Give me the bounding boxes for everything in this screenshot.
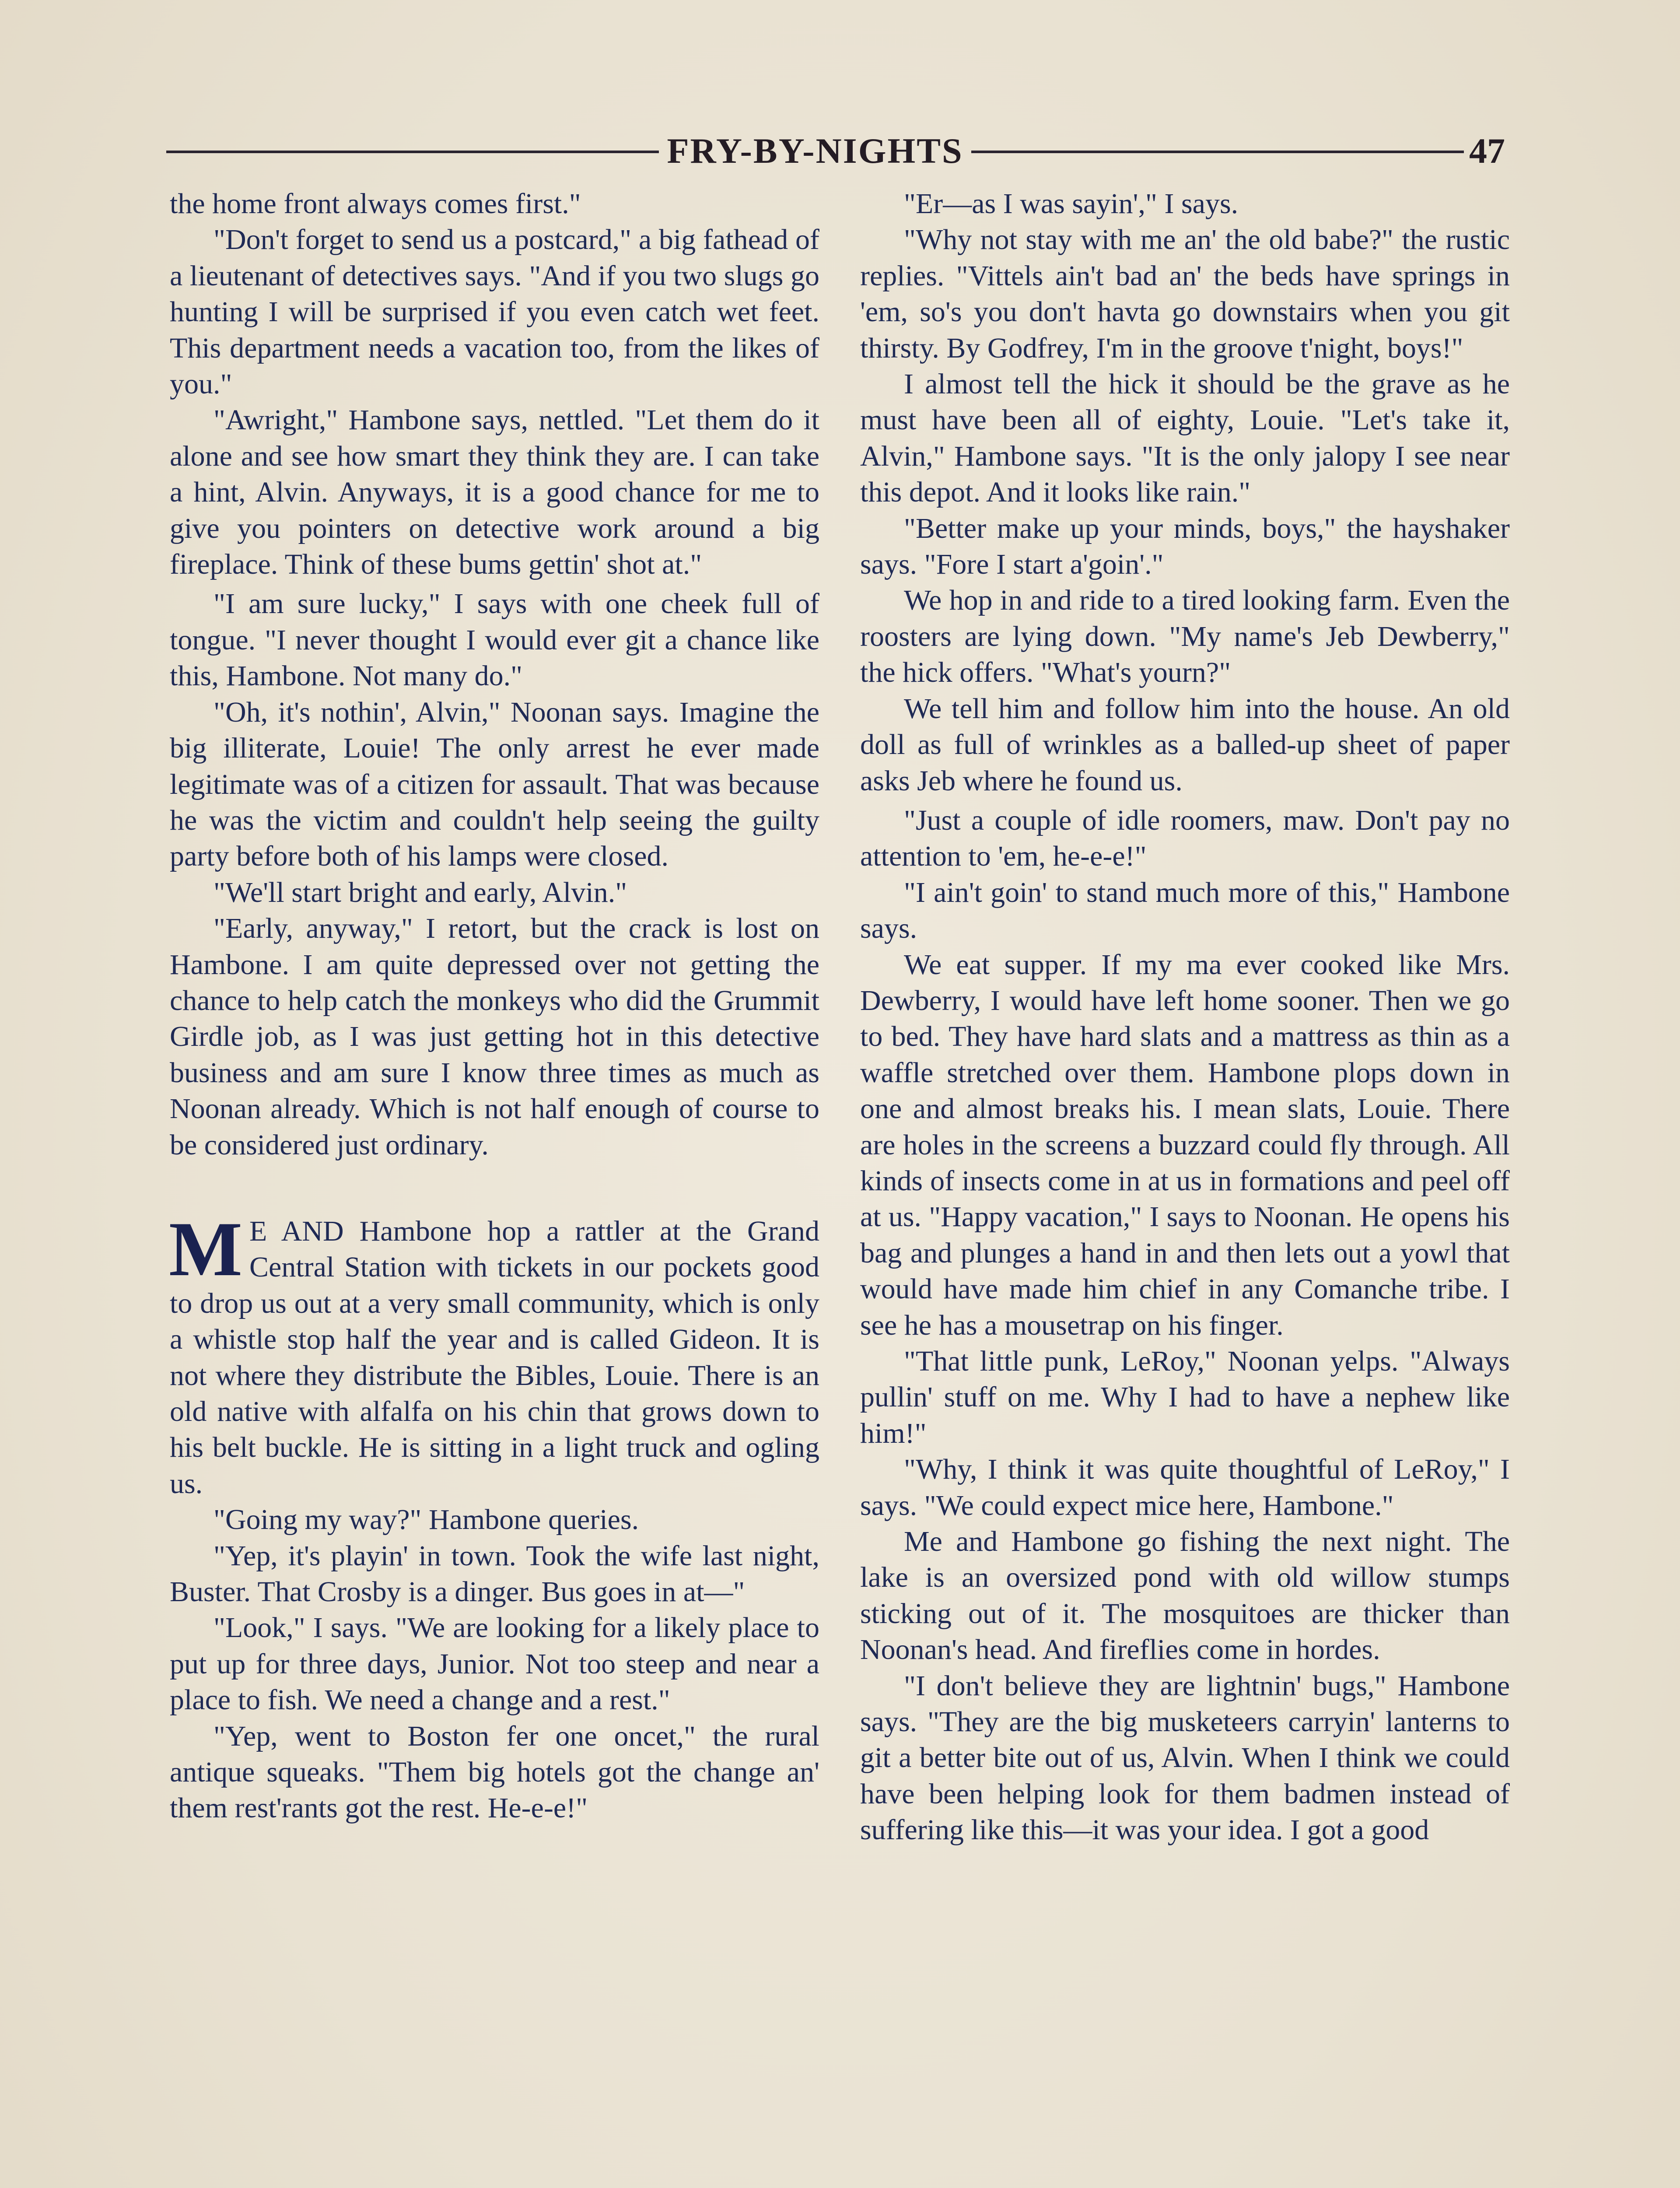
paragraph: "Yep, it's playin' in town. Took the wife last night, Buster. That Crosby is a dinger. Bus goes in at—"	[170, 1539, 819, 1608]
paragraph: We hop in and ride to a tired looking farm. Even the roosters are lying down. "My name's Jeb Dewberry," the hick offers. "What's yourn?"	[860, 584, 1510, 689]
paragraph: We tell him and follow him into the house. An old doll as full of wrinkles as a balled-up sheet of paper asks Jeb where he found us.	[860, 692, 1510, 797]
right-column	[860, 186, 1510, 1848]
paragraph: "We'll start bright and early, Alvin."	[214, 876, 627, 908]
paragraph: "Better make up your minds, boys," the hayshaker says. "Fore I start a'goin'."	[860, 512, 1510, 581]
paragraph: "Why, I think it was quite thoughtful of LeRoy," I says. "We could expect mice here, Hambone."	[860, 1453, 1510, 1522]
paragraph: "Look," I says. "We are looking for a likely place to put up for three days, Junior. Not too steep and near a place to fish. We need a change and a rest."	[170, 1612, 819, 1716]
page-number: 47	[1469, 131, 1505, 171]
paragraph: "Er—as I was sayin'," I says.	[904, 188, 1239, 220]
paragraph: "Going my way?" Hambone queries.	[214, 1504, 639, 1536]
paragraph: I almost tell the hick it should be the grave as he must have been all of eighty, Louie. "Let's take it, Alvin," Hambone says. "It is the only jalopy I see near this depot. And it looks like rain."	[860, 368, 1510, 508]
paragraph: "I am sure lucky," I says with one cheek full of tongue. "I never thought I would ever git a chance like this, Hambone. Not many do."	[170, 588, 819, 692]
drop-cap: M	[169, 1205, 243, 1292]
header-rule-left	[166, 151, 659, 153]
section-break	[170, 1163, 819, 1213]
paragraph: "That little punk, LeRoy," Noonan yelps. "Always pullin' stuff on me. Why I had to have a nephew like him!"	[860, 1345, 1510, 1449]
paragraph-text: E AND Hambone hop a rattler at the Grand Central Station with tickets in our pockets good to drop us out at a very small community, which is only a whistle stop half the year and is called Gideon. It is not where they distribute the Bibles, Louie. There is an old native with alfalfa on his chin that grows down to his belt buckle. He is sitting in a light truck and ogling us.	[170, 1215, 819, 1500]
paragraph: "Just a couple of idle roomers, maw. Don't pay no attention to 'em, he-e-e!"	[860, 804, 1510, 873]
opening-paragraph	[169, 1205, 819, 1502]
running-header	[166, 127, 1505, 175]
paragraph: Me and Hambone go fishing the next night. The lake is an oversized pond with old willow stumps sticking out of it. The mosquitoes are thicker than Noonan's head. And fireflies come in hordes.	[860, 1525, 1510, 1666]
paragraph: "I don't believe they are lightnin' bugs," Hambone says. "They are the big musketeers carryin' lanterns to git a better bite out of us, Alvin. When I think we could have been helping look for them badmen instead of suffering like this—it was your idea. I got a good	[860, 1669, 1510, 1846]
paragraph: "Oh, it's nothin', Alvin," Noonan says. Imagine the big illiterate, Louie! The only arrest he ever made legitimate was of a citizen for assault. That was because he was the victim and couldn't help seeing the guilty party before both of his lamps were closed.	[170, 696, 819, 873]
left-column	[170, 186, 819, 1827]
running-title: FRY-BY-NIGHTS	[667, 131, 963, 171]
paragraph: "Awright," Hambone says, nettled. "Let them do it alone and see how smart they think they are. I can take a hint, Alvin. Anyways, it is a good chance for me to give you pointers on detective work around a big fireplace. Think of these bums gettin' shot at."	[170, 404, 819, 581]
paragraph: "Why not stay with me an' the old babe?" the rustic replies. "Vittels ain't bad an' the beds have springs in 'em, so's you don't havta go downstairs when you git thirsty. By Godfrey, I'm in the groove t'night, boys!"	[860, 224, 1510, 364]
paragraph: "Yep, went to Boston fer one oncet," the rural antique squeaks. "Them big hotels got the change an' them rest'rants got the rest. He-e-e!"	[170, 1720, 819, 1824]
paragraph: the home front always comes first."	[170, 188, 581, 220]
paragraph: "Early, anyway," I retort, but the crack is lost on Hambone. I am quite depressed over not getting the chance to help catch the monkeys who did the Grummit Girdle job, as I was just getting hot in this detective business and am sure I know three times as much as Noonan already. Which is not half enough of course to be considered just ordinary.	[170, 912, 819, 1161]
paragraph: We eat supper. If my ma ever cooked like Mrs. Dewberry, I would have left home sooner. Then we go to bed. They have hard slats and a mattress as thin as a waffle stretched over them. Hambone plops down in one and almost breaks his. I mean slats, Louie. There are holes in the screens a buzzard could fly through. All kinds of insects come in at us in formations and peel off at us. "Happy vacation," I says to Noonan. He opens his bag and plunges a hand in and then lets out a yowl that would have made him chief in any Comanche tribe. I see he has a mousetrap on his finger.	[860, 948, 1510, 1341]
paragraph: "I ain't goin' to stand much more of this," Hambone says.	[860, 876, 1510, 945]
paragraph: "Don't forget to send us a postcard," a big fathead of a lieutenant of detectives says. "And if you two slugs go hunting I will be surprised if you even catch wet feet. This department needs a vacation too, from the likes of you."	[170, 224, 819, 400]
header-rule-right	[971, 151, 1464, 153]
